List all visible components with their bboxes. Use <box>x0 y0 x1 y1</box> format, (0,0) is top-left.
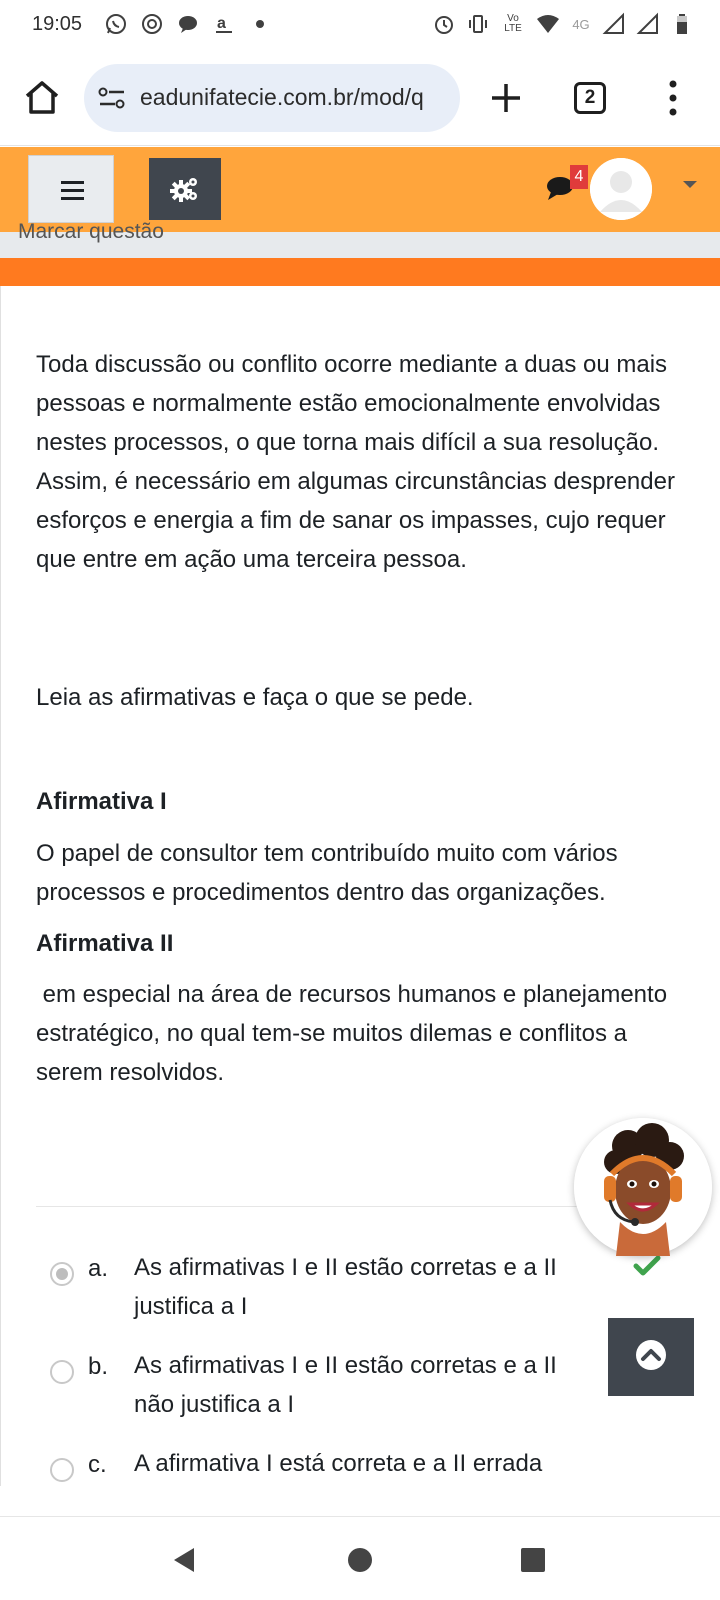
assistant-character-icon <box>574 1118 712 1256</box>
signal-secondary-icon <box>636 12 660 36</box>
answer-c-letter: c. <box>88 1451 107 1478</box>
answer-b-text[interactable]: As afirmativas I e II estão corretas e a II não justifica a I <box>134 1352 557 1418</box>
browser-menu-icon[interactable] <box>660 78 686 118</box>
site-settings-icon[interactable] <box>98 86 126 110</box>
volte-label: Vo LTE <box>504 13 522 34</box>
question-accent-bar <box>0 258 720 286</box>
chevron-up-circle-icon <box>608 1318 694 1396</box>
status-system-icons <box>432 12 694 36</box>
url-text[interactable]: eadunifatecie.com.br/mod/q <box>140 84 424 110</box>
user-avatar[interactable] <box>590 158 652 220</box>
network-type-label: 4G <box>572 16 590 32</box>
answer-a-letter: a. <box>88 1255 109 1282</box>
user-menu-caret-icon[interactable] <box>683 181 697 188</box>
battery-icon <box>670 12 694 36</box>
question-nav-strip <box>0 220 720 258</box>
status-time: 19:05 <box>32 13 83 35</box>
messages-count-badge: 4 <box>570 165 588 189</box>
statement1-text: O papel de consultor tem contribuído muito com vários processos e procedimentos dentro das organizações. <box>36 840 618 906</box>
signal-icon <box>602 12 626 36</box>
statement2-text: em especial na área de recursos humanos e planejamento estratégico, no qual tem-se muitos dilemas e conflitos a serem resolvidos. <box>36 981 674 1086</box>
recents-icon[interactable] <box>520 1547 546 1573</box>
tab-switcher-button[interactable]: 2 <box>574 82 606 114</box>
wifi-icon <box>536 12 560 36</box>
home-icon[interactable] <box>20 75 64 119</box>
question-intro: Toda discussão ou conflito ocorre mediante a duas ou mais pessoas e normalmente estão emocionalmente envolvidas nestes processos, o que torna mais difícil a sua resolução. Assim, é necessário em algumas circunstâncias desprender esforços e energia a fim de sanar os impasses, cujo requer que entre em ação uma terceira pessoa. <box>36 351 675 573</box>
answer-b-radio[interactable] <box>50 1360 74 1384</box>
back-icon[interactable] <box>170 1545 200 1575</box>
whatsapp-icon <box>104 12 128 36</box>
at-sign-icon <box>140 12 164 36</box>
menu-button[interactable] <box>28 155 114 223</box>
answer-a-text[interactable]: As afirmativas I e II estão corretas e a II justifica a I <box>134 1254 557 1320</box>
gears-icon <box>149 158 221 220</box>
svg-text:a: a <box>217 15 226 32</box>
new-tab-icon[interactable] <box>484 76 528 120</box>
answer-a-radio[interactable] <box>50 1262 74 1286</box>
browser-toolbar <box>0 50 720 146</box>
correct-check-icon <box>632 1254 662 1278</box>
system-navigation-bar <box>0 1516 720 1600</box>
virtual-assistant-avatar[interactable] <box>574 1118 712 1256</box>
answer-c-radio[interactable] <box>50 1458 74 1482</box>
flag-question-link[interactable]: Marcar questão <box>18 220 164 243</box>
answer-c-text[interactable]: A afirmativa I está correta e a II errada <box>134 1450 543 1477</box>
vibrate-icon <box>466 12 490 36</box>
status-notification-icons <box>104 12 272 36</box>
scroll-to-top-button[interactable] <box>608 1318 694 1396</box>
alarm-icon <box>432 12 456 36</box>
answer-b-letter: b. <box>88 1353 109 1380</box>
statement2-title: Afirmativa II <box>36 930 174 957</box>
user-silhouette-icon <box>590 158 652 220</box>
statement1-title: Afirmativa I <box>36 788 167 815</box>
address-bar[interactable] <box>84 64 460 132</box>
home-circle-icon[interactable] <box>346 1546 374 1574</box>
amazon-icon <box>212 12 236 36</box>
status-bar <box>0 0 720 50</box>
settings-button[interactable] <box>149 158 221 220</box>
chat-bubble-icon <box>176 12 200 36</box>
more-notifications-dot-icon <box>248 12 272 36</box>
question-instruction: Leia as afirmativas e faça o que se pede. <box>36 684 474 711</box>
